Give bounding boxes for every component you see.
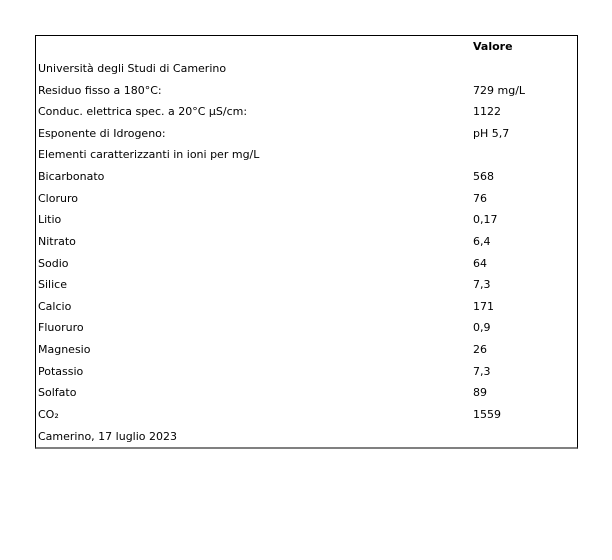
row-value: 1122	[473, 105, 501, 119]
table-row	[36, 101, 577, 123]
row-value: 7,3	[473, 278, 491, 292]
table-row	[36, 209, 577, 231]
table-row	[36, 382, 577, 404]
table-row	[36, 187, 577, 209]
row-label: Nitrato	[38, 234, 76, 248]
table-row	[36, 144, 577, 166]
row-label: Silice	[38, 278, 67, 292]
table-row	[36, 231, 577, 253]
row-value: 0,9	[473, 321, 491, 335]
table-row	[36, 252, 577, 274]
row-label: Fluoruro	[38, 321, 84, 335]
table-row	[36, 296, 577, 318]
row-label: Magnesio	[38, 343, 91, 357]
row-label: Bicarbonato	[38, 170, 105, 184]
row-value: 76	[473, 191, 487, 205]
row-value: 89	[473, 386, 487, 400]
row-label: Conduc. elettrica spec. a 20°C µS/cm:	[38, 105, 248, 119]
table-row	[36, 58, 577, 80]
table-row	[36, 123, 577, 145]
row-label: Cloruro	[38, 191, 78, 205]
row-label: Elementi caratterizzanti in ioni per mg/L	[38, 148, 260, 162]
row-label: Residuo fisso a 180°C:	[38, 83, 162, 97]
row-value: 26	[473, 343, 487, 357]
table-row	[36, 360, 577, 382]
row-label: Esponente di Idrogeno:	[38, 126, 166, 140]
table-row	[36, 404, 577, 426]
row-label: Potassio	[38, 364, 84, 378]
water-analysis-table	[35, 35, 578, 449]
row-label: Solfato	[38, 386, 77, 400]
row-value: 0,17	[473, 213, 498, 227]
header-value-cell: Valore	[473, 40, 513, 54]
table-row	[36, 317, 577, 339]
table-header-row	[36, 36, 577, 58]
row-value: 729 mg/L	[473, 83, 526, 97]
row-value: 568	[473, 170, 494, 184]
row-label: Camerino, 17 luglio 2023	[38, 429, 178, 443]
table-row	[36, 425, 577, 447]
row-label: Calcio	[38, 299, 72, 313]
row-value: 1559	[473, 407, 501, 421]
row-value: 6,4	[473, 234, 491, 248]
row-label: Università degli Studi di Camerino	[38, 61, 227, 75]
row-value: 7,3	[473, 364, 491, 378]
table-row	[36, 79, 577, 101]
table-row	[36, 339, 577, 361]
row-label: Sodio	[38, 256, 69, 270]
row-value: 64	[473, 256, 487, 270]
table-row	[36, 274, 577, 296]
table-row	[36, 166, 577, 188]
row-value: pH 5,7	[473, 126, 510, 140]
row-label: Litio	[38, 213, 62, 227]
row-label: CO₂	[38, 407, 59, 421]
row-value: 171	[473, 299, 494, 313]
